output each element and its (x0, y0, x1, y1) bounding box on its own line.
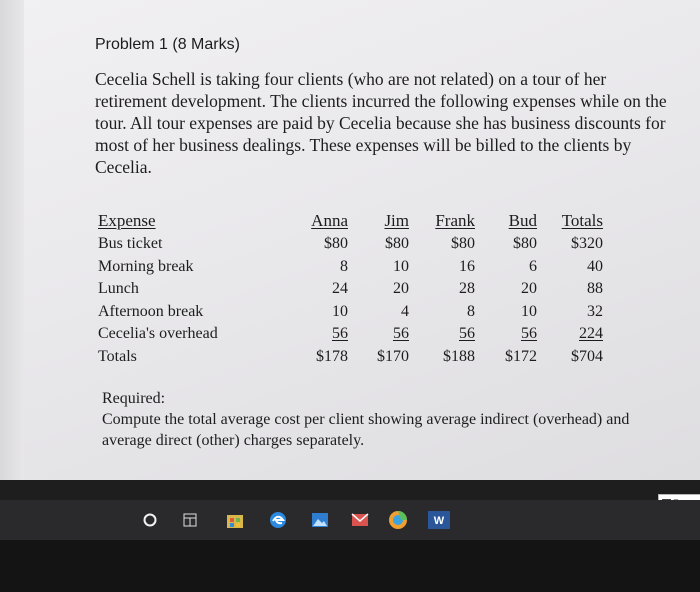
cell-jim: 10 (393, 257, 409, 275)
header-bud: Bud (508, 210, 537, 230)
cell-frank: 16 (459, 257, 475, 275)
cell-anna: 8 (340, 257, 348, 275)
word-badge-text: W (433, 515, 445, 527)
cell-totals: $320 (571, 235, 603, 252)
cell-frank: $188 (443, 347, 475, 365)
table-row (98, 276, 603, 299)
cell-totals: 224 (579, 325, 603, 342)
table-row (98, 321, 603, 344)
photos-icon[interactable] (310, 510, 330, 530)
cell-jim: $170 (377, 347, 409, 365)
row-label: Afternoon break (98, 302, 204, 320)
table-totals-row (98, 343, 603, 366)
cell-jim: $80 (385, 235, 409, 252)
cell-anna: 10 (332, 302, 348, 320)
page-edge (0, 0, 24, 480)
required-section (102, 388, 662, 451)
cell-frank: $80 (451, 235, 475, 252)
cell-anna: 24 (332, 280, 348, 297)
row-label: Morning break (98, 257, 194, 275)
cell-frank: 28 (459, 280, 475, 297)
cell-jim: 56 (393, 325, 409, 342)
cell-jim: 20 (393, 280, 409, 297)
header-jim: Jim (384, 210, 409, 230)
cell-frank: 56 (459, 325, 475, 342)
cell-bud: 6 (529, 257, 537, 275)
table-row (98, 231, 603, 254)
cell-anna: 56 (332, 325, 348, 342)
row-label: Cecelia's overhead (98, 325, 218, 342)
row-label: Totals (98, 347, 137, 365)
task-view-icon[interactable] (180, 510, 200, 530)
search-icon[interactable] (140, 510, 160, 530)
cell-bud: 10 (521, 302, 537, 320)
table-header-row (98, 208, 603, 231)
cell-anna: $178 (316, 347, 348, 365)
browser-icon[interactable] (388, 510, 408, 530)
cell-totals: 88 (587, 280, 603, 297)
problem-title: Problem 1 (8 Marks) (95, 36, 240, 53)
table-row (98, 253, 603, 276)
required-text: Compute the total average cost per client showing average indirect (overhead) and average direct (other) charges separately. (102, 411, 630, 449)
cell-bud: $80 (513, 235, 537, 252)
cell-frank: 8 (467, 302, 475, 320)
store-icon[interactable] (225, 510, 245, 530)
row-label: Lunch (98, 280, 139, 297)
cell-bud: 56 (521, 325, 537, 342)
header-expense: Expense (98, 210, 156, 230)
edge-icon[interactable] (268, 510, 288, 530)
mail-icon[interactable] (350, 510, 370, 530)
header-frank: Frank (435, 210, 475, 230)
cell-jim: 4 (401, 302, 409, 320)
cell-bud: $172 (505, 347, 537, 365)
word-icon[interactable] (427, 510, 451, 530)
expense-table (98, 208, 603, 366)
problem-description: Cecelia Schell is taking four clients (who are not related) on a tour of her retirement development. The clients incurred the following expenses while on the tour. All tour expenses are paid by Cecelia because she has business discounts for most of her business dealings. These expenses will be billed to the clients by Cecelia. (95, 69, 667, 177)
cell-bud: 20 (521, 280, 537, 297)
taskbar (0, 500, 700, 540)
required-heading: Required: (102, 390, 166, 407)
table-row (98, 298, 603, 321)
header-anna: Anna (311, 210, 348, 230)
cell-anna: $80 (324, 235, 348, 252)
cell-totals: 40 (587, 257, 603, 275)
monitor-bezel (0, 540, 700, 592)
header-totals: Totals (561, 210, 603, 230)
cell-totals: $704 (571, 347, 603, 365)
row-label: Bus ticket (98, 235, 163, 252)
cell-totals: 32 (587, 302, 603, 320)
